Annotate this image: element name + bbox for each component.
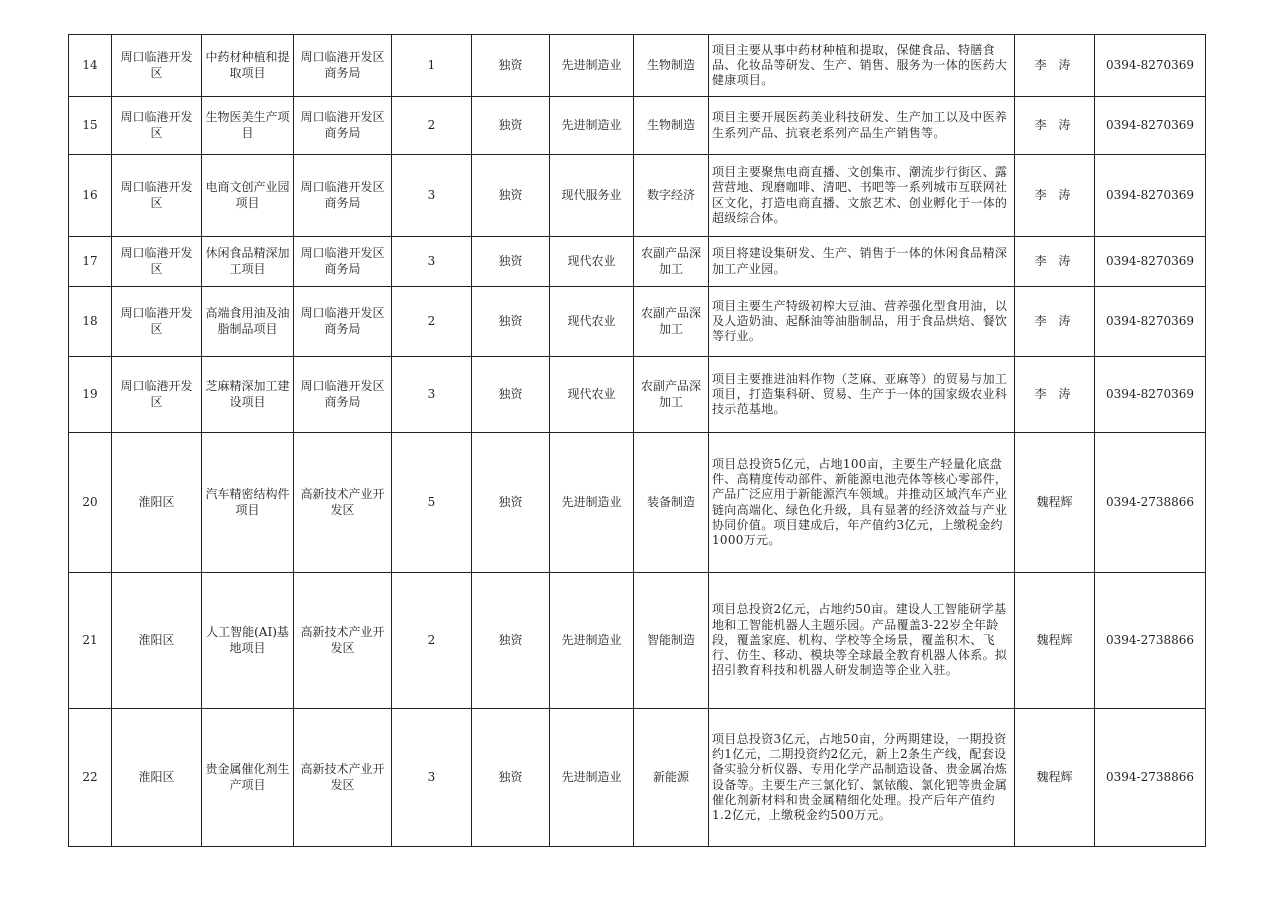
district-cell: 淮阳区	[112, 573, 202, 709]
row-number-cell: 16	[69, 155, 112, 237]
row-number-cell: 14	[69, 35, 112, 97]
project-name-cell: 高端食用油及油脂制品项目	[202, 287, 294, 357]
contact-phone-cell: 0394-2738866	[1095, 709, 1206, 847]
industry-cell: 先进制造业	[550, 97, 634, 155]
contact-person-cell: 李 涛	[1015, 155, 1095, 237]
project-name-cell: 汽车精密结构件项目	[202, 433, 294, 573]
district-cell: 周口临港开发区	[112, 155, 202, 237]
responsible-unit-cell: 周口临港开发区商务局	[294, 287, 392, 357]
contact-person-cell: 李 涛	[1015, 237, 1095, 287]
project-description-cell: 项目总投资2亿元，占地约50亩。建设人工智能研学基地和工智能机器人主题乐园。产品覆盖3-22岁全年龄段，覆盖家庭、机构、学校等全场景，覆盖积木、飞行、仿生、移动、模块等全球最全教育机器人体系。拟招引教育科技和机器人研发制造等企业入驻。	[709, 573, 1015, 709]
project-description-cell: 项目将建设集研发、生产、销售于一体的休闲食品精深加工产业园。	[709, 237, 1015, 287]
responsible-unit-cell: 周口临港开发区商务局	[294, 35, 392, 97]
table-row	[69, 433, 1206, 573]
industry-cell: 现代农业	[550, 287, 634, 357]
district-cell: 淮阳区	[112, 433, 202, 573]
investment-amount-cell: 3	[392, 155, 472, 237]
industry-cell: 先进制造业	[550, 35, 634, 97]
table-row	[69, 709, 1206, 847]
project-name-cell: 生物医美生产项目	[202, 97, 294, 155]
project-name-cell: 贵金属催化剂生产项目	[202, 709, 294, 847]
contact-person-cell: 李 涛	[1015, 97, 1095, 155]
row-number-cell: 21	[69, 573, 112, 709]
district-cell: 周口临港开发区	[112, 97, 202, 155]
district-cell: 周口临港开发区	[112, 287, 202, 357]
sector-cell: 装备制造	[634, 433, 709, 573]
sector-cell: 数字经济	[634, 155, 709, 237]
contact-phone-cell: 0394-8270369	[1095, 35, 1206, 97]
responsible-unit-cell: 周口临港开发区商务局	[294, 357, 392, 433]
project-name-cell: 芝麻精深加工建设项目	[202, 357, 294, 433]
row-number-cell: 22	[69, 709, 112, 847]
district-cell: 周口临港开发区	[112, 357, 202, 433]
project-description-cell: 项目主要聚焦电商直播、文创集市、潮流步行街区、露营营地、现磨咖啡、清吧、书吧等一系列城市互联网社区文化，打造电商直播、文旅艺术、创业孵化于一体的超级综合体。	[709, 155, 1015, 237]
investment-amount-cell: 1	[392, 35, 472, 97]
industry-cell: 现代农业	[550, 357, 634, 433]
investment-amount-cell: 2	[392, 287, 472, 357]
responsible-unit-cell: 周口临港开发区商务局	[294, 155, 392, 237]
contact-phone-cell: 0394-8270369	[1095, 287, 1206, 357]
industry-cell: 先进制造业	[550, 709, 634, 847]
project-name-cell: 人工智能(AI)基地项目	[202, 573, 294, 709]
district-cell: 周口临港开发区	[112, 35, 202, 97]
responsible-unit-cell: 高新技术产业开发区	[294, 573, 392, 709]
project-table	[68, 34, 1206, 847]
cooperation-mode-cell: 独资	[472, 433, 550, 573]
project-description-cell: 项目主要推进油料作物（芝麻、亚麻等）的贸易与加工项目，打造集科研、贸易、生产于一体的国家级农业科技示范基地。	[709, 357, 1015, 433]
cooperation-mode-cell: 独资	[472, 35, 550, 97]
table-row	[69, 35, 1206, 97]
industry-cell: 先进制造业	[550, 433, 634, 573]
contact-phone-cell: 0394-8270369	[1095, 237, 1206, 287]
responsible-unit-cell: 高新技术产业开发区	[294, 433, 392, 573]
cooperation-mode-cell: 独资	[472, 573, 550, 709]
industry-cell: 现代服务业	[550, 155, 634, 237]
investment-amount-cell: 3	[392, 237, 472, 287]
sector-cell: 农副产品深加工	[634, 357, 709, 433]
contact-phone-cell: 0394-2738866	[1095, 433, 1206, 573]
table-body	[69, 35, 1206, 847]
project-description-cell: 项目主要开展医药美业科技研发、生产加工以及中医养生系列产品、抗衰老系列产品生产销售等。	[709, 97, 1015, 155]
contact-person-cell: 李 涛	[1015, 287, 1095, 357]
table-row	[69, 97, 1206, 155]
sector-cell: 新能源	[634, 709, 709, 847]
project-description-cell: 项目主要从事中药材种植和提取，保健食品、特膳食品、化妆品等研发、生产、销售、服务为一体的医药大健康项目。	[709, 35, 1015, 97]
industry-cell: 先进制造业	[550, 573, 634, 709]
contact-person-cell: 魏程辉	[1015, 709, 1095, 847]
row-number-cell: 19	[69, 357, 112, 433]
cooperation-mode-cell: 独资	[472, 357, 550, 433]
contact-phone-cell: 0394-8270369	[1095, 97, 1206, 155]
responsible-unit-cell: 高新技术产业开发区	[294, 709, 392, 847]
district-cell: 周口临港开发区	[112, 237, 202, 287]
sector-cell: 农副产品深加工	[634, 237, 709, 287]
row-number-cell: 20	[69, 433, 112, 573]
row-number-cell: 18	[69, 287, 112, 357]
sector-cell: 生物制造	[634, 97, 709, 155]
cooperation-mode-cell: 独资	[472, 287, 550, 357]
table-row	[69, 155, 1206, 237]
investment-amount-cell: 3	[392, 357, 472, 433]
cooperation-mode-cell: 独资	[472, 155, 550, 237]
contact-person-cell: 魏程辉	[1015, 433, 1095, 573]
contact-person-cell: 魏程辉	[1015, 573, 1095, 709]
row-number-cell: 15	[69, 97, 112, 155]
sector-cell: 农副产品深加工	[634, 287, 709, 357]
investment-amount-cell: 3	[392, 709, 472, 847]
contact-phone-cell: 0394-8270369	[1095, 155, 1206, 237]
investment-amount-cell: 2	[392, 97, 472, 155]
sector-cell: 生物制造	[634, 35, 709, 97]
project-description-cell: 项目总投资5亿元，占地100亩，主要生产轻量化底盘件、高精度传动部件、新能源电池壳体等核心零部件，产品广泛应用于新能源汽车领域。并推动区域汽车产业链向高端化、绿色化升级，具有显著的经济效益与产业协同价值。项目建成后，年产值约3亿元，上缴税金约1000万元。	[709, 433, 1015, 573]
project-name-cell: 电商文创产业园项目	[202, 155, 294, 237]
responsible-unit-cell: 周口临港开发区商务局	[294, 237, 392, 287]
cooperation-mode-cell: 独资	[472, 237, 550, 287]
contact-person-cell: 李 涛	[1015, 357, 1095, 433]
contact-phone-cell: 0394-8270369	[1095, 357, 1206, 433]
district-cell: 淮阳区	[112, 709, 202, 847]
investment-amount-cell: 2	[392, 573, 472, 709]
project-name-cell: 中药材种植和提取项目	[202, 35, 294, 97]
contact-phone-cell: 0394-2738866	[1095, 573, 1206, 709]
cooperation-mode-cell: 独资	[472, 97, 550, 155]
project-description-cell: 项目主要生产特级初榨大豆油、营养强化型食用油，以及人造奶油、起酥油等油脂制品，用于食品烘焙、餐饮等行业。	[709, 287, 1015, 357]
sector-cell: 智能制造	[634, 573, 709, 709]
row-number-cell: 17	[69, 237, 112, 287]
table-row	[69, 357, 1206, 433]
table-row	[69, 573, 1206, 709]
project-name-cell: 休闲食品精深加工项目	[202, 237, 294, 287]
industry-cell: 现代农业	[550, 237, 634, 287]
table-row	[69, 287, 1206, 357]
cooperation-mode-cell: 独资	[472, 709, 550, 847]
investment-amount-cell: 5	[392, 433, 472, 573]
contact-person-cell: 李 涛	[1015, 35, 1095, 97]
table-row	[69, 237, 1206, 287]
project-description-cell: 项目总投资3亿元，占地50亩，分两期建设，一期投资约1亿元，二期投资约2亿元，新上2条生产线，配套设备实验分析仪器、专用化学产品制造设备、贵金属冶炼设备等。主要生产三氯化钌、氯铱酸、氯化钯等贵金属催化剂新材料和贵金属精细化处理。投产后年产值约1.2亿元，上缴税金约500万元。	[709, 709, 1015, 847]
responsible-unit-cell: 周口临港开发区商务局	[294, 97, 392, 155]
